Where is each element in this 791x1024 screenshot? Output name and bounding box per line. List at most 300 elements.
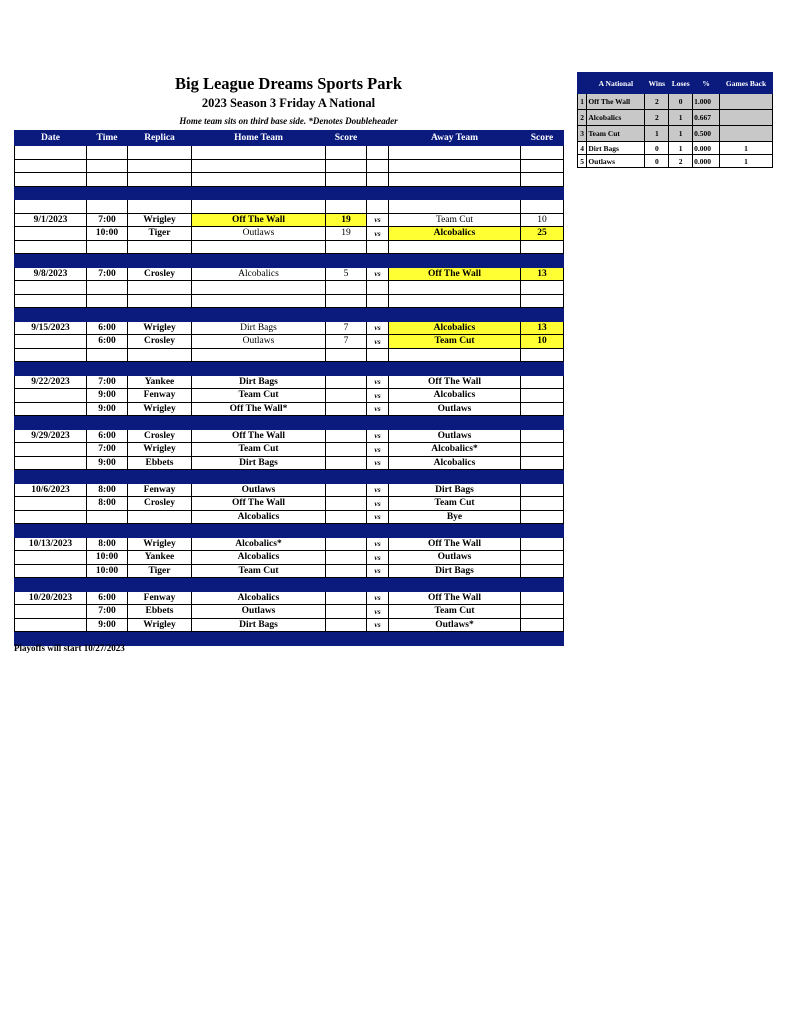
col-header-home-score: Score [326,131,367,146]
time-cell [87,186,128,200]
time-cell: 9:00 [87,618,128,632]
away-score-cell [521,348,564,362]
home-score-cell [326,632,367,646]
away-score-cell [521,159,564,173]
games-back-cell [720,110,773,126]
vs-cell [367,578,389,592]
away-team-cell [389,416,521,430]
replica-cell [128,416,192,430]
away-team-cell: Outlaws [389,402,521,416]
date-cell: 9/15/2023 [15,321,87,335]
home-team-cell: Outlaws [192,483,326,497]
game-row [15,591,564,605]
date-cell [15,281,87,295]
team-cell: Team Cut [587,126,645,142]
standings-row [578,110,773,126]
away-team-cell: Team Cut [389,497,521,511]
time-cell [87,470,128,484]
blank-row [15,173,564,187]
replica-cell [128,632,192,646]
away-team-cell [389,470,521,484]
pct-cell: 0.000 [693,142,720,155]
home-team-cell [192,173,326,187]
away-score-cell [521,294,564,308]
home-score-cell [326,470,367,484]
away-score-cell [521,632,564,646]
vs-cell: vs [367,227,389,241]
away-score-cell [521,416,564,430]
away-team-cell [389,524,521,538]
home-team-cell: Off The Wall [192,497,326,511]
date-cell: 9/29/2023 [15,429,87,443]
week-separator-row [15,308,564,322]
time-cell [87,510,128,524]
date-cell: 10/6/2023 [15,483,87,497]
week-separator-row [15,416,564,430]
home-team-cell: Outlaws [192,605,326,619]
vs-cell: vs [367,456,389,470]
away-score-cell: 25 [521,227,564,241]
time-cell: 7:00 [87,267,128,281]
away-score-cell [521,537,564,551]
date-cell [15,146,87,160]
vs-cell: vs [367,267,389,281]
away-score-cell [521,483,564,497]
page-note: Home team sits on third base side. *Denotes Doubleheader [179,116,398,126]
home-team-cell: Dirt Bags [192,456,326,470]
away-score-cell [521,402,564,416]
away-team-cell: Outlaws [389,551,521,565]
home-team-cell: Outlaws [192,227,326,241]
date-cell: 9/1/2023 [15,213,87,227]
time-cell [87,578,128,592]
home-score-cell [326,186,367,200]
vs-cell [367,173,389,187]
game-row [15,389,564,403]
week-separator-row [15,254,564,268]
home-score-cell [326,173,367,187]
home-team-cell [192,632,326,646]
replica-cell [128,524,192,538]
standings-row [578,126,773,142]
home-score-cell [326,537,367,551]
date-cell [15,416,87,430]
away-score-cell [521,186,564,200]
vs-cell: vs [367,335,389,349]
away-score-cell [521,497,564,511]
time-cell [87,362,128,376]
away-score-cell [521,429,564,443]
game-row [15,335,564,349]
date-cell [15,402,87,416]
away-score-cell [521,470,564,484]
home-score-cell [326,146,367,160]
away-team-cell [389,186,521,200]
date-cell [15,227,87,241]
away-score-cell [521,308,564,322]
replica-cell: Yankee [128,375,192,389]
vs-cell [367,254,389,268]
game-row [15,483,564,497]
game-row [15,375,564,389]
away-score-cell [521,618,564,632]
away-score-cell [521,240,564,254]
replica-cell: Fenway [128,591,192,605]
home-team-cell [192,254,326,268]
week-separator-row [15,524,564,538]
standings-header-loses: Loses [669,73,693,94]
game-row [15,443,564,457]
home-team-cell: Outlaws [192,335,326,349]
date-cell [15,618,87,632]
home-score-cell [326,524,367,538]
home-team-cell [192,578,326,592]
vs-cell: vs [367,321,389,335]
replica-cell [128,281,192,295]
away-score-cell [521,173,564,187]
away-score-cell [521,591,564,605]
standings-header-wins: Wins [645,73,669,94]
away-team-cell [389,240,521,254]
replica-cell: Fenway [128,389,192,403]
page-subtitle: 2023 Season 3 Friday A National [201,96,376,110]
vs-cell [367,416,389,430]
vs-cell [367,632,389,646]
home-score-cell [326,308,367,322]
game-row [15,510,564,524]
rank-cell: 1 [578,94,587,110]
time-cell [87,146,128,160]
vs-cell: vs [367,497,389,511]
game-row [15,429,564,443]
away-team-cell [389,308,521,322]
home-score-cell [326,254,367,268]
date-cell [15,605,87,619]
date-cell [15,564,87,578]
away-score-cell: 10 [521,335,564,349]
replica-cell [128,240,192,254]
time-cell: 8:00 [87,537,128,551]
blank-row [15,294,564,308]
replica-cell: Wrigley [128,213,192,227]
date-cell: 10/20/2023 [15,591,87,605]
vs-cell: vs [367,510,389,524]
home-team-cell: Team Cut [192,443,326,457]
away-team-cell: Off The Wall [389,375,521,389]
date-cell [15,389,87,403]
vs-cell: vs [367,537,389,551]
vs-cell [367,524,389,538]
home-team-cell: Alcobalics [192,551,326,565]
replica-cell: Wrigley [128,443,192,457]
replica-cell: Ebbets [128,456,192,470]
home-score-cell [326,551,367,565]
col-header-replica: Replica [128,131,192,146]
date-cell: 9/22/2023 [15,375,87,389]
away-score-cell [521,281,564,295]
game-row [15,551,564,565]
away-team-cell [389,362,521,376]
replica-cell: Crosley [128,267,192,281]
home-score-cell [326,375,367,389]
time-cell: 6:00 [87,429,128,443]
standings-header-rank [578,73,587,94]
time-cell [87,173,128,187]
rank-cell: 3 [578,126,587,142]
replica-cell [128,470,192,484]
time-cell: 10:00 [87,227,128,241]
replica-cell: Tiger [128,564,192,578]
home-score-cell: 7 [326,321,367,335]
vs-cell [367,281,389,295]
game-row [15,456,564,470]
pct-cell: 1.000 [693,94,720,110]
loses-cell: 0 [669,94,693,110]
time-cell: 7:00 [87,213,128,227]
wins-cell: 2 [645,110,669,126]
team-cell: Outlaws [587,155,645,168]
wins-cell: 0 [645,155,669,168]
team-cell: Off The Wall [587,94,645,110]
away-score-cell [521,362,564,376]
away-team-cell [389,173,521,187]
away-team-cell [389,348,521,362]
date-cell [15,510,87,524]
away-team-cell: Alcobalics [389,227,521,241]
vs-cell [367,146,389,160]
home-team-cell [192,348,326,362]
week-separator-row [15,186,564,200]
home-score-cell [326,605,367,619]
date-cell: 10/13/2023 [15,537,87,551]
blank-row [15,240,564,254]
replica-cell [128,362,192,376]
vs-cell [367,362,389,376]
home-team-cell: Dirt Bags [192,618,326,632]
game-row [15,267,564,281]
rank-cell: 5 [578,155,587,168]
away-team-cell: Alcobalics [389,321,521,335]
game-row [15,618,564,632]
week-separator-row [15,362,564,376]
replica-cell [128,146,192,160]
home-score-cell [326,348,367,362]
away-team-cell [389,294,521,308]
time-cell [87,281,128,295]
home-score-cell: 19 [326,227,367,241]
away-team-cell: Dirt Bags [389,564,521,578]
vs-cell [367,159,389,173]
standings-row [578,94,773,110]
home-team-cell [192,200,326,214]
replica-cell [128,510,192,524]
date-cell [15,335,87,349]
away-score-cell [521,200,564,214]
away-team-cell: Alcobalics [389,389,521,403]
date-cell [15,578,87,592]
game-row [15,402,564,416]
date-cell [15,240,87,254]
home-score-cell [326,240,367,254]
time-cell: 9:00 [87,402,128,416]
col-header-away-team: Away Team [389,131,521,146]
vs-cell: vs [367,483,389,497]
time-cell [87,416,128,430]
replica-cell: Crosley [128,497,192,511]
vs-cell [367,294,389,308]
away-score-cell [521,375,564,389]
schedule-body [15,146,564,646]
playoffs-note: Playoffs will start 10/27/2023 [14,643,125,653]
away-team-cell: Alcobalics [389,456,521,470]
vs-cell: vs [367,551,389,565]
home-team-cell [192,308,326,322]
home-score-cell [326,281,367,295]
standings-header-games-back: Games Back [720,73,773,94]
standings-header-row [578,73,773,94]
date-cell [15,173,87,187]
home-score-cell [326,456,367,470]
time-cell: 6:00 [87,335,128,349]
vs-cell: vs [367,375,389,389]
time-cell [87,200,128,214]
home-score-cell [326,294,367,308]
home-score-cell [326,578,367,592]
away-team-cell: Off The Wall [389,537,521,551]
date-cell [15,348,87,362]
home-score-cell: 5 [326,267,367,281]
away-score-cell [521,254,564,268]
away-team-cell [389,159,521,173]
vs-cell: vs [367,564,389,578]
standings-row [578,142,773,155]
replica-cell: Wrigley [128,537,192,551]
blank-row [15,200,564,214]
blank-row [15,348,564,362]
time-cell [87,159,128,173]
away-team-cell [389,146,521,160]
time-cell: 7:00 [87,375,128,389]
home-team-cell [192,146,326,160]
games-back-cell: 1 [720,142,773,155]
date-cell [15,551,87,565]
date-cell [15,362,87,376]
vs-cell: vs [367,429,389,443]
date-cell [15,200,87,214]
standings-header-pct: % [693,73,720,94]
game-row [15,497,564,511]
home-team-cell: Alcobalics [192,267,326,281]
vs-cell: vs [367,213,389,227]
vs-cell: vs [367,389,389,403]
away-team-cell [389,281,521,295]
replica-cell: Crosley [128,335,192,349]
away-score-cell [521,524,564,538]
time-cell: 9:00 [87,389,128,403]
week-separator-row [15,578,564,592]
away-score-cell: 13 [521,321,564,335]
game-row [15,227,564,241]
replica-cell: Ebbets [128,605,192,619]
schedule-header-row [15,131,564,146]
wins-cell: 1 [645,126,669,142]
team-cell: Dirt Bags [587,142,645,155]
col-header-vs [367,131,389,146]
games-back-cell: 1 [720,155,773,168]
time-cell [87,240,128,254]
home-score-cell [326,564,367,578]
away-team-cell [389,632,521,646]
game-row [15,564,564,578]
date-cell [15,470,87,484]
replica-cell [128,254,192,268]
home-team-cell [192,416,326,430]
col-header-home-team: Home Team [192,131,326,146]
replica-cell [128,578,192,592]
home-team-cell [192,159,326,173]
vs-cell: vs [367,605,389,619]
time-cell [87,308,128,322]
wins-cell: 2 [645,94,669,110]
home-team-cell [192,470,326,484]
home-score-cell [326,362,367,376]
home-score-cell [326,416,367,430]
away-team-cell: Team Cut [389,213,521,227]
time-cell: 6:00 [87,591,128,605]
away-score-cell [521,564,564,578]
home-team-cell: Alcobalics [192,591,326,605]
home-team-cell: Team Cut [192,564,326,578]
home-team-cell: Off The Wall* [192,402,326,416]
away-team-cell [389,200,521,214]
vs-cell: vs [367,591,389,605]
date-cell [15,159,87,173]
home-team-cell: Dirt Bags [192,321,326,335]
home-team-cell [192,240,326,254]
time-cell: 8:00 [87,483,128,497]
game-row [15,537,564,551]
replica-cell [128,200,192,214]
home-score-cell [326,497,367,511]
home-score-cell [326,429,367,443]
home-team-cell: Dirt Bags [192,375,326,389]
standings-table [577,72,773,168]
home-team-cell [192,281,326,295]
home-score-cell [326,443,367,457]
pct-cell: 0.500 [693,126,720,142]
replica-cell: Wrigley [128,402,192,416]
vs-cell [367,186,389,200]
time-cell: 10:00 [87,564,128,578]
home-team-cell: Off The Wall [192,213,326,227]
time-cell [87,294,128,308]
team-cell: Alcobalics [587,110,645,126]
wins-cell: 0 [645,142,669,155]
home-score-cell [326,389,367,403]
loses-cell: 1 [669,110,693,126]
col-header-away-score: Score [521,131,564,146]
week-separator-row [15,470,564,484]
date-cell [15,456,87,470]
vs-cell [367,470,389,484]
replica-cell [128,308,192,322]
vs-cell: vs [367,618,389,632]
date-cell [15,186,87,200]
date-cell [15,497,87,511]
date-cell [15,294,87,308]
away-team-cell: Bye [389,510,521,524]
away-score-cell [521,456,564,470]
